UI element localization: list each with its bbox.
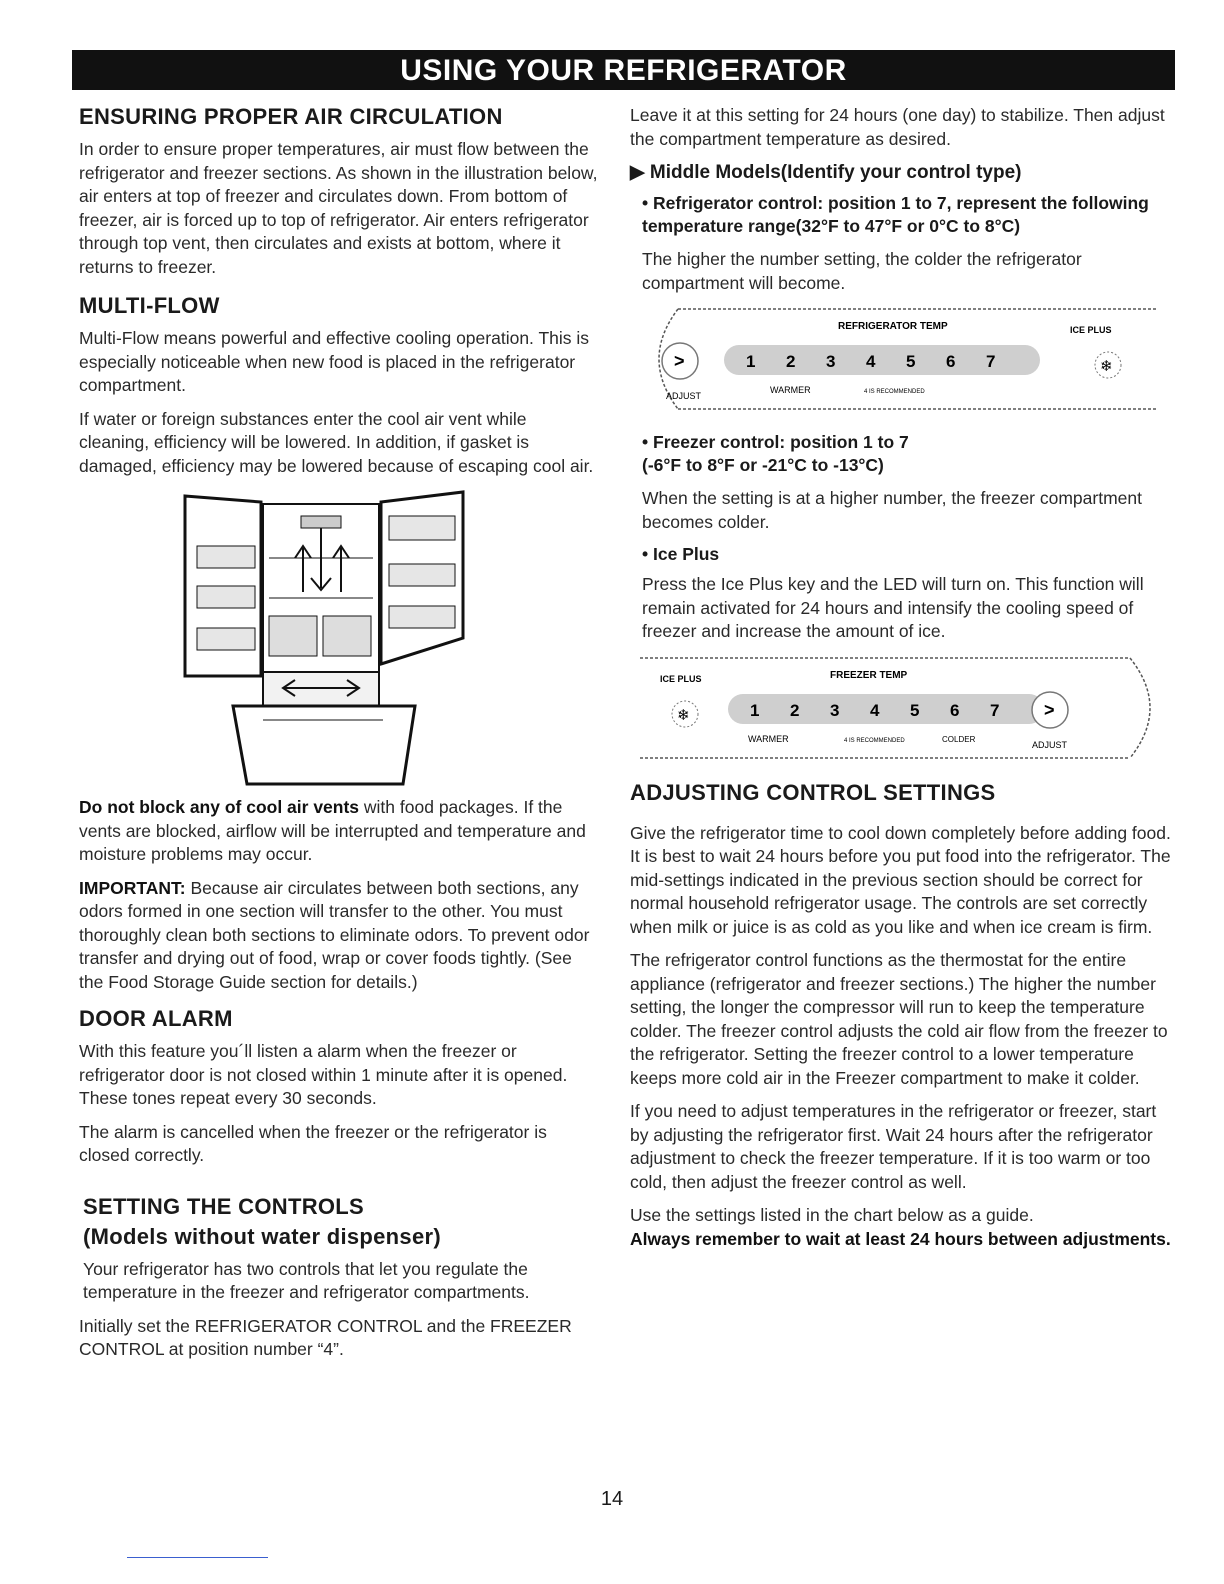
setting-controls-text-2: Initially set the REFRIGERATOR CONTROL and the FREEZER CONTROL at position number “4”. bbox=[79, 1315, 572, 1359]
door-alarm-text-1: With this feature you´ll listen a alarm when the freezer or refrigerator door is not closed within 1 minute after it is opened. These tones repeat every 30 seconds. bbox=[79, 1041, 568, 1108]
footer-rule bbox=[127, 1557, 268, 1558]
setting-controls-text-3: Leave it at this setting for 24 hours (one day) to stabilize. Then adjust the compartment temperature as desired. bbox=[630, 105, 1165, 149]
important-note: IMPORTANT: Because air circulates between both sections, any odors formed in one section will transfer to the other. You must thoroughly clean both sections to eliminate odors. To prevent odor transfer and drying out of food, wrap or cover foods tightly. (See the Food Storage Guide section for details.) bbox=[79, 877, 590, 992]
ice-plus-text: Press the Ice Plus key and the LED will turn on. This function will remain activated for 24 hours and intensify the cooling speed of freezer and increase the amount of ice. bbox=[642, 574, 1144, 641]
multiflow-heading: MULTI-FLOW bbox=[79, 293, 220, 318]
adjusting-text-2: The refrigerator control functions as the thermostat for the entire appliance (refrigerator and freezer sections.) The higher the number setting, the longer the compressor will run to keep the temperature colder. The freezer control adjusts the cold air flow from the freezer to the refrigerator. Setting the freezer control to a lower temperature keeps more cold air in the Freezer compartment to make it colder. bbox=[630, 950, 1168, 1088]
svg-text:2: 2 bbox=[786, 352, 796, 371]
svg-text:4: 4 bbox=[866, 352, 876, 371]
svg-text:6: 6 bbox=[946, 352, 956, 371]
svg-text:6: 6 bbox=[950, 700, 960, 720]
adjusting-text-3: If you need to adjust temperatures in the refrigerator or freezer, start by adjusting the refrigerator first. Wait 24 hours after the refrigerator adjustment to check the freezer temperature. If it is too warm or too cold, then adjust the freezer control as well. bbox=[630, 1101, 1157, 1192]
fridge-control-text: The higher the number setting, the colder the refrigerator compartment will become. bbox=[642, 249, 1082, 293]
door-alarm-text-2: The alarm is cancelled when the freezer or the refrigerator is closed correctly. bbox=[79, 1121, 547, 1165]
vents-warning-text: Do not block any of cool air vents with food packages. If the vents are blocked, airflow will be interrupted and temperature and moisture problems may occur. bbox=[79, 797, 586, 864]
chevron-right-icon: > bbox=[1044, 699, 1055, 720]
adjusting-controls-heading: ADJUSTING CONTROL SETTINGS bbox=[630, 779, 996, 805]
air-circulation-text: In order to ensure proper temperatures, air must flow between the refrigerator and freezer sections. As shown in the illustration below, air enters at top of freezer and circulates down. From bottom of freezer, air is forced up to top of refrigerator. Air enters refrigerator through top vent, then circulates and exists at bottom, where it returns to freezer. bbox=[79, 139, 598, 277]
svg-text:4: 4 bbox=[870, 700, 880, 720]
panel2-adjust-label: ADJUST bbox=[1032, 739, 1068, 750]
middle-models-heading: ▶ Middle Models(Identify your control type) bbox=[630, 162, 1022, 183]
freezer-adjust-button[interactable] bbox=[1032, 692, 1068, 728]
adjusting-reminder: Always remember to wait at least 24 hours between adjustments. bbox=[630, 1228, 1171, 1249]
page-number: 14 bbox=[600, 1488, 624, 1510]
svg-text:3: 3 bbox=[830, 700, 840, 720]
adjusting-text-1: Give the refrigerator time to cool down completely before adding food. It is best to wait 24 hours before you put food into the refrigerator. The mid-settings indicated in the previous section should be correct for normal household refrigerator usage. The controls are set correctly when milk or juice is as cold as you like and when ice cream is firm. bbox=[630, 822, 1171, 937]
door-alarm-heading: DOOR ALARM bbox=[79, 1006, 233, 1031]
refrigerator-airflow-illustration bbox=[183, 488, 483, 788]
ice-plus-button[interactable] bbox=[1095, 352, 1121, 378]
chevron-right-icon: > bbox=[674, 351, 685, 371]
svg-text:1: 1 bbox=[750, 700, 760, 720]
page-header-title: USING YOUR REFRIGERATOR bbox=[400, 54, 847, 87]
freezer-control-text: When the setting is at a higher number, the freezer compartment becomes colder. bbox=[642, 488, 1142, 532]
panel2-ice-plus-label: ICE PLUS bbox=[660, 673, 702, 684]
air-circulation-heading: ENSURING PROPER AIR CIRCULATION bbox=[79, 104, 503, 129]
left-column bbox=[79, 104, 599, 1372]
adjusting-text-4: Use the settings listed in the chart below as a guide. bbox=[630, 1205, 1034, 1225]
svg-text:7: 7 bbox=[986, 352, 996, 371]
panel2-colder-label: COLDER bbox=[942, 734, 976, 744]
freezer-control-panel bbox=[630, 654, 1178, 764]
panel1-warmer-label: WARMER bbox=[770, 385, 811, 395]
fridge-control-bullet: • Refrigerator control: position 1 to 7, represent the following temperature range(32°F to 47°F or 0°C to 8°C) bbox=[642, 193, 1149, 236]
refrigerator-control-panel bbox=[638, 305, 1178, 415]
panel1-recommended-label: 4 IS RECOMMENDED bbox=[864, 389, 925, 395]
svg-text:3: 3 bbox=[826, 352, 836, 371]
setting-controls-text-1: Your refrigerator has two controls that let you regulate the temperature in the freezer and refrigerator compartments. bbox=[83, 1258, 530, 1302]
svg-text:5: 5 bbox=[910, 700, 920, 720]
svg-text:7: 7 bbox=[990, 700, 1000, 720]
freezer-control-bullet: • Freezer control: position 1 to 7 (-6°F to 8°F or -21°C to -13°C) bbox=[642, 432, 909, 475]
setting-controls-subheading: (Models without water dispenser) bbox=[83, 1223, 441, 1249]
panel1-ice-plus-label: ICE PLUS bbox=[1070, 325, 1112, 335]
page-header-banner bbox=[72, 50, 1175, 90]
snowflake-icon: ❄ bbox=[1100, 358, 1113, 375]
triangle-bullet-icon: ▶ bbox=[630, 162, 650, 183]
multiflow-text-1: Multi-Flow means powerful and effective cooling operation. This is especially noticeable when new food is placed in the refrigerator compartment. bbox=[79, 328, 590, 395]
ice-plus-button-freezer[interactable] bbox=[672, 701, 698, 727]
panel2-warmer-label: WARMER bbox=[748, 733, 789, 744]
panel1-title: REFRIGERATOR TEMP bbox=[838, 321, 948, 332]
svg-text:5: 5 bbox=[906, 352, 916, 371]
snowflake-icon: ❄ bbox=[677, 706, 690, 724]
fridge-adjust-button[interactable] bbox=[662, 343, 698, 379]
setting-controls-heading: SETTING THE CONTROLS bbox=[83, 1193, 364, 1219]
panel1-adjust-label: ADJUST bbox=[666, 391, 702, 401]
svg-text:2: 2 bbox=[790, 700, 800, 720]
right-column bbox=[630, 104, 1178, 1261]
panel2-title: FREEZER TEMP bbox=[830, 669, 908, 681]
svg-text:1: 1 bbox=[746, 352, 756, 371]
ice-plus-bullet: • Ice Plus bbox=[642, 544, 720, 564]
multiflow-text-2: If water or foreign substances enter the cool air vent while cleaning, efficiency will be lowered. In addition, if gasket is damaged, efficiency may be lowered because of escaping cool air. bbox=[79, 408, 594, 476]
panel2-recommended-label: 4 IS RECOMMENDED bbox=[844, 737, 905, 744]
